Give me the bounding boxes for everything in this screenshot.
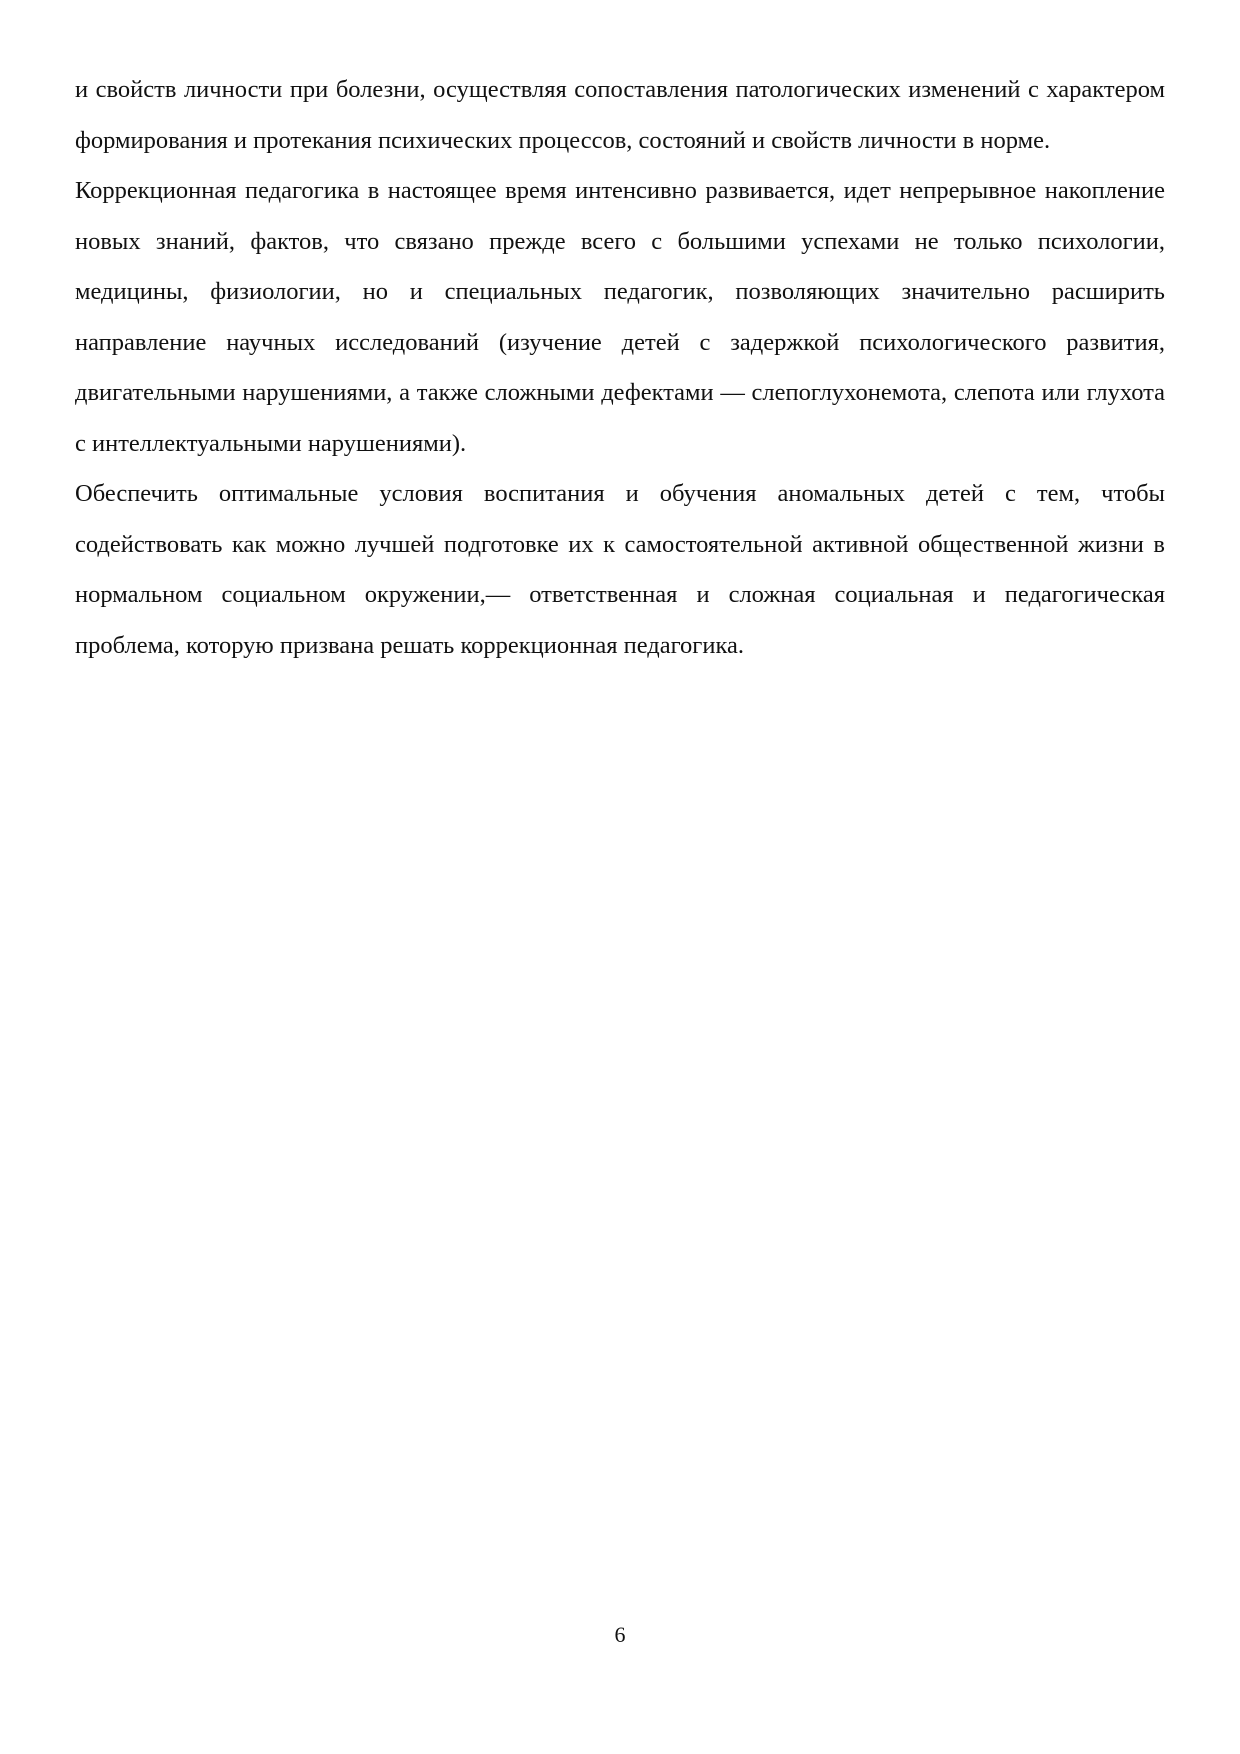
paragraph-1: и свойств личности при болезни, осуществляя сопоставления патологических изменений с характером формирования и протекания психических процессов, состояний и свойств личности в норме.: [75, 76, 1165, 154]
document-body: [75, 65, 1165, 671]
paragraph-3: Обеспечить оптимальные условия воспитания и обучения аномальных детей с тем, чтобы содействовать как можно лучшей подготовке их к самостоятельной активной общественной жизни в нормальном социальном окружении,— ответственная и сложная социальная и педагогическая проблема, которую призвана решать коррекционная педагогика.: [75, 480, 1165, 659]
paragraph-2: Коррекционная педагогика в настоящее время интенсивно развивается, идет непрерывное накопление новых знаний, фактов, что связано прежде всего с большими успехами не только психологии, медицины, физиологии, но и специальных педагогик, позволяющих значительно расширить направление научных исследований (изучение детей с задержкой психологического развития, двигательными нарушениями, а также сложными дефектами — слепоглухонемота, слепота или глухота с интеллектуальными нарушениями).: [75, 177, 1165, 457]
page-number: 6: [614, 1622, 626, 1647]
